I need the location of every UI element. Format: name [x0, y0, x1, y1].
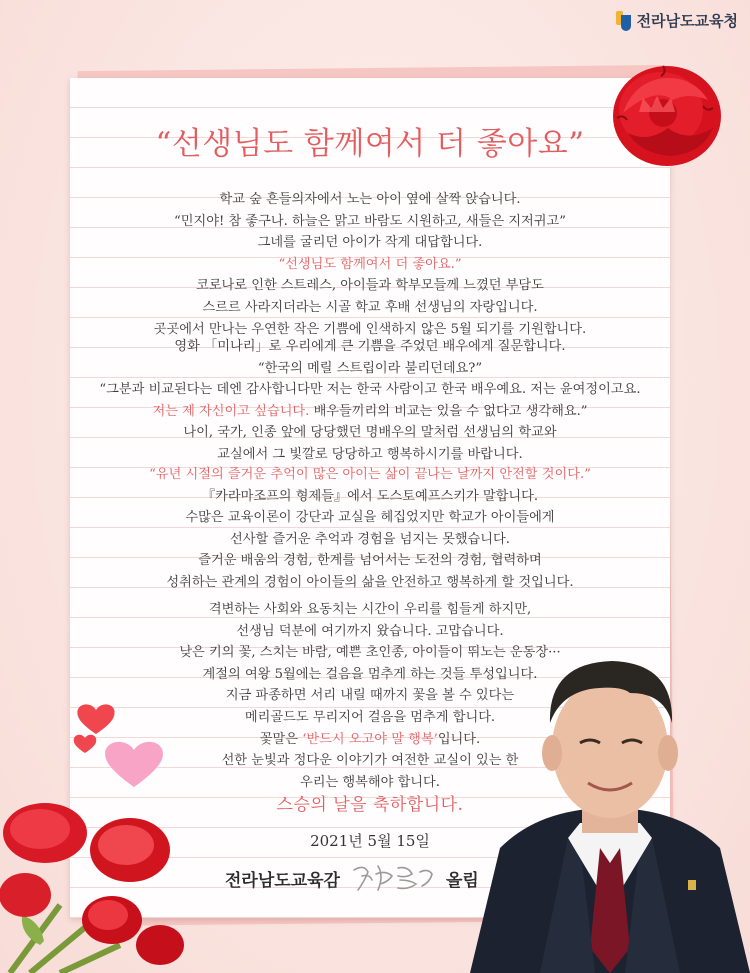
highlight-quote: 저는 제 자신이고 싶습니다.: [152, 403, 310, 419]
highlight-quote: “유년 시절의 즐거운 추억이 많은 아이는 삶이 끝나는 날까지 안전할 것이다.”: [149, 467, 591, 482]
text-line: 『카라마조프의 형제들』에서 도스토예프스키가 말합니다.: [201, 488, 539, 504]
text-line: 메리골드도 무리지어 걸음을 멈추게 합니다.: [244, 709, 496, 725]
letter-paragraph-2: [70, 336, 670, 466]
text-fragment: 배우들끼리의 비교는 있을 수 없다고 생각해요.”: [309, 403, 588, 419]
letter-title: “선생님도 함께여서 더 좋아요”: [155, 126, 585, 162]
text-line: 성취하는 관계의 경험이 아이들의 삶을 안전하고 행복하게 할 것입니다.: [166, 574, 574, 590]
text-line: 선한 눈빛과 정다운 이야기가 여전한 교실이 있는 한: [221, 753, 519, 769]
text-line: 수많은 교육이론이 강단과 교실을 헤집었지만 학교가 아이들에게: [185, 510, 555, 526]
text-line: 격변하는 사회와 요동치는 시간이 우리를 힘들게 하지만,: [208, 602, 532, 617]
jeollanamdo-logo-icon: [616, 11, 632, 31]
closing-greeting: 스승의 날을 축하합니다.: [276, 795, 464, 815]
text-line: 교실에서 그 빛깔로 당당하고 행복하시기를 바랍니다.: [217, 446, 523, 462]
signature-block: [225, 860, 479, 896]
text-fragment: 입니다.: [437, 731, 481, 747]
text-line: “민지야! 참 좋구나. 하늘은 맑고 바람도 시원하고, 새들은 지저귀고”: [174, 213, 566, 229]
text-line: [70, 401, 670, 423]
superintendent-portrait: [470, 648, 750, 973]
text-line: 선생님 덕분에 여기까지 왔습니다. 고맙습니다.: [236, 623, 504, 639]
letter-date: 2021년 5월 15일: [310, 832, 430, 850]
text-line: 계절의 여왕 5월에는 걸음을 멈추게 하는 것들 투성입니다.: [202, 666, 538, 682]
text-line: “한국의 메릴 스트립이라 불리던데요?”: [257, 360, 483, 376]
text-line: 스르르 사라지더라는 시골 학교 후배 선생님의 자랑입니다.: [202, 299, 538, 315]
text-line: 곳곳에서 만나는 우연한 작은 기쁨에 인색하지 않은 5월 되기를 기원합니다.: [153, 321, 587, 337]
text-line: 낮은 키의 꽃, 스치는 바람, 예쁜 초인종, 아이들이 뛰노는 운동장···: [179, 645, 561, 661]
letter-paragraph-3: [70, 464, 670, 594]
text-line: 영화 「미나리」로 우리에게 큰 기쁨을 주었던 배우에게 질문합니다.: [174, 339, 566, 354]
text-line: 학교 숲 흔들의자에서 노는 아이 옆에 살짝 앉습니다.: [219, 192, 521, 207]
text-line: 코로나로 인한 스트레스, 아이들과 학부모들께 느꼈던 부담도: [196, 278, 544, 294]
letter-paragraph-1: [70, 189, 670, 340]
hearts-decoration-icon: [72, 680, 167, 800]
handwritten-signature: [348, 860, 438, 896]
text-line: 우리는 행복해야 합니다.: [300, 774, 440, 790]
education-office-logo[interactable]: [616, 10, 738, 31]
signer-title: 전라남도교육감: [225, 870, 340, 890]
text-line: 즐거운 배움의 경험, 한계를 넘어서는 도전의 경험, 협력하며: [198, 553, 542, 569]
text-line: “그분과 비교된다는 데엔 감사합니다만 저는 한국 사람이고 한국 배우예요. 저는 윤여정이고요.: [99, 382, 641, 398]
carnation-bouquet-icon: [0, 795, 200, 973]
logo-text: 전라남도교육청: [636, 13, 738, 30]
highlight-quote: ‘반드시 오고야 말 행복’: [302, 731, 438, 747]
highlight-quote: “선생님도 함께여서 더 좋아요.”: [278, 256, 462, 272]
text-line: 그네를 굴리던 아이가 작게 대답합니다.: [257, 235, 483, 251]
text-line: 나이, 국가, 인종 앞에 당당했던 명배우의 말처럼 선생님의 학교와: [183, 425, 557, 441]
text-line: 선사할 즐거운 추억과 경험을 넘지는 못했습니다.: [230, 531, 510, 547]
text-line: 지금 파종하면 서리 내릴 때까지 꽃을 볼 수 있다는: [225, 688, 515, 704]
text-fragment: 꽃말은: [259, 731, 303, 747]
signoff: 올림: [445, 870, 479, 890]
